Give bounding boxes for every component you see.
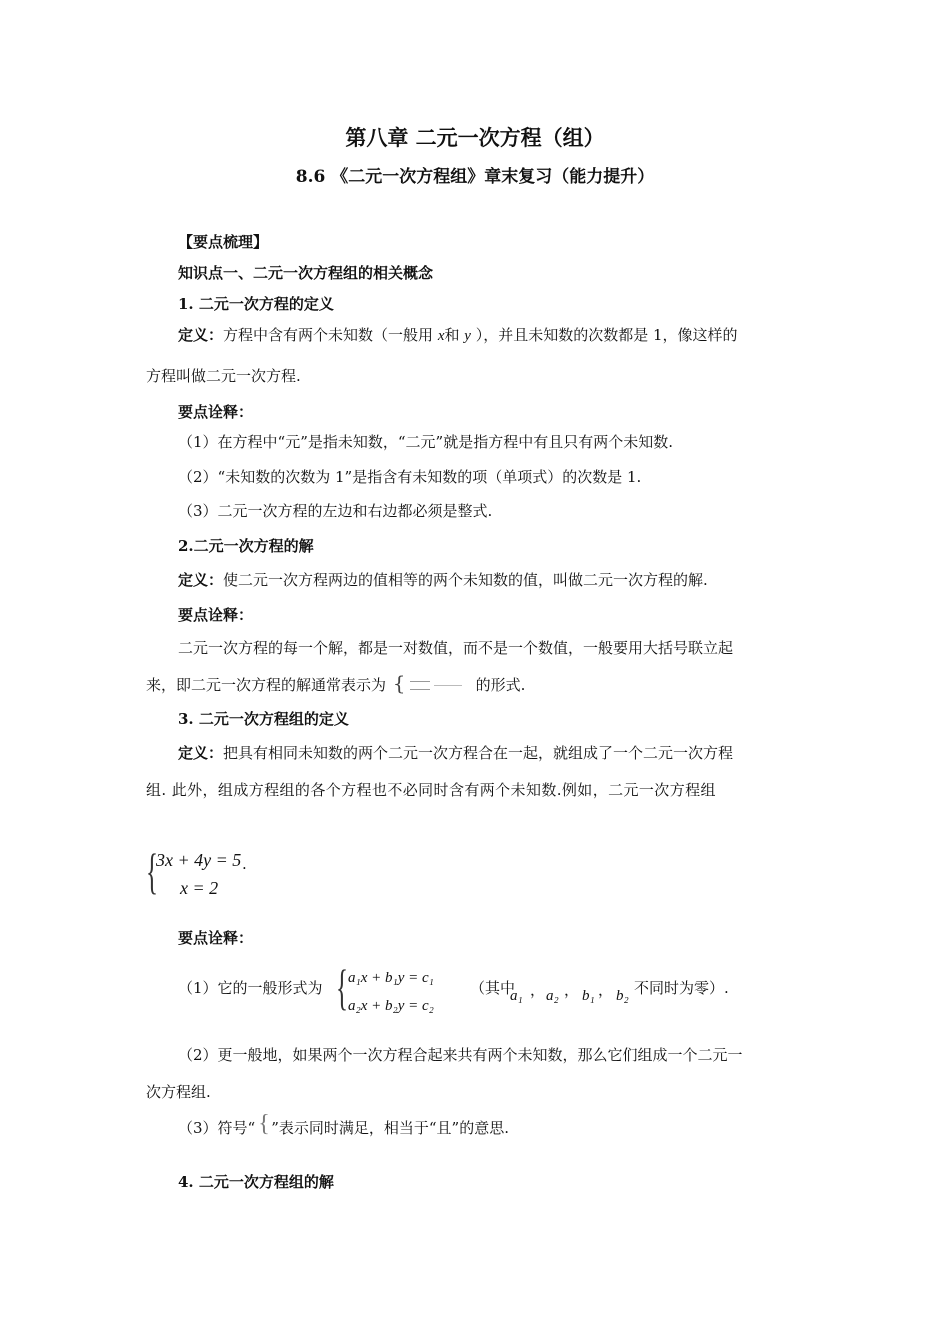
comma-sep: ， <box>598 981 614 999</box>
comma-sep: ， <box>530 981 546 999</box>
example-eq-1: 3x + 4y = 5 <box>156 850 242 870</box>
comma-sep: ， <box>564 981 580 999</box>
s1-note-3: （3）二元一次方程的左边和右边都必须是整式. <box>178 502 493 520</box>
s3-note-1a: （1）它的一般形式为 <box>178 979 323 997</box>
s3-note-2a: （2）更一般地，如果两个一次方程合起来共有两个未知数，那么它们组成一个二元一 <box>178 1046 743 1064</box>
s2-definition <box>178 570 708 590</box>
s1-definition <box>178 325 738 346</box>
s1-def-a: 方程中含有两个未知数（一般用 <box>223 326 434 344</box>
example-eq-period: . <box>242 855 247 873</box>
s3-heading: 3. 二元一次方程组的定义 <box>178 710 349 728</box>
s2-def-text: 使二元一次方程两边的值相等的两个未知数的值，叫做二元一次方程的解. <box>223 571 708 589</box>
brace-icon: { <box>336 959 348 1015</box>
s1-def-b: ），并且未知数的次数都是 1，像这样的 <box>475 326 738 344</box>
s3-def-2: 组. 此外，组成方程组的各个方程也不必同时含有两个未知数.例如，二元一次方程组 <box>146 781 716 799</box>
general-eq-2: a₂x + b₂y = c₂ <box>348 998 434 1014</box>
s2-p2a: 来，即二元一次方程的解通常表示为 <box>146 676 387 694</box>
s1-def-label: 定义： <box>178 326 224 344</box>
solution-form-placeholder: { <box>391 676 471 696</box>
s1-note-1: （1）在方程中“元”是指未知数，“二元”就是指方程中有且只有两个未知数. <box>178 433 673 451</box>
lesson-subtitle: 8.6 《二元一次方程组》章末复习（能力提升） <box>295 167 655 187</box>
coef-a2: a₂ <box>546 988 559 1004</box>
s3-note-1c: 不同时为零）. <box>634 979 729 997</box>
example-equation-system <box>146 843 266 904</box>
s2-heading: 2.二元一次方程的解 <box>178 537 314 555</box>
s1-def-c: 方程叫做二元一次方程. <box>146 367 301 385</box>
s3-note-label: 要点诠释： <box>178 929 254 947</box>
s2-para-2 <box>146 671 526 696</box>
brace-symbol-icon: { <box>258 1111 270 1137</box>
var-x: x <box>437 328 445 344</box>
s2-para-1: 二元一次方程的每一个解，都是一对数值，而不是一个数值，一般要用大括号联立起 <box>178 639 734 657</box>
s1-def-and: 和 <box>444 326 460 344</box>
s3-note-1b: （其中 <box>470 979 516 997</box>
coef-a1: a₁ <box>510 988 523 1004</box>
section-header: 【要点梳理】 <box>178 233 269 251</box>
var-y: y <box>464 328 471 344</box>
s2-note-label: 要点诠释： <box>178 606 254 624</box>
s2-p2b: 的形式. <box>475 676 526 694</box>
knowledge-point-1: 知识点一、二元一次方程组的相关概念 <box>178 264 434 282</box>
brace-icon: { <box>146 843 158 899</box>
s3-def-label: 定义： <box>178 744 224 762</box>
s1-note-label: 要点诠释： <box>178 403 254 421</box>
s3-definition-1 <box>178 743 733 763</box>
s4-heading: 4. 二元一次方程组的解 <box>178 1173 334 1191</box>
coef-b2: b₂ <box>616 988 629 1004</box>
coef-b1: b₁ <box>582 988 595 1004</box>
s3-note-3b: ”表示同时满足，相当于“且”的意思. <box>271 1119 509 1137</box>
example-eq-2: x = 2 <box>180 878 219 898</box>
general-form-system <box>336 959 466 1020</box>
chapter-title: 第八章 二元一次方程（组） <box>345 125 605 150</box>
s3-note-3 <box>178 1111 509 1140</box>
s3-note-3a: （3）符号“ <box>178 1119 256 1137</box>
s3-note-2b: 次方程组. <box>146 1083 211 1101</box>
s1-note-2: （2）“未知数的次数为 1”是指含有未知数的项（单项式）的次数是 1. <box>178 468 642 486</box>
general-eq-1: a₁x + b₁y = c₁ <box>348 970 434 986</box>
s2-def-label: 定义： <box>178 571 224 589</box>
s1-heading: 1. 二元一次方程的定义 <box>178 295 334 313</box>
s3-def-1: 把具有相同未知数的两个二元一次方程合在一起，就组成了一个二元一次方程 <box>223 744 734 762</box>
